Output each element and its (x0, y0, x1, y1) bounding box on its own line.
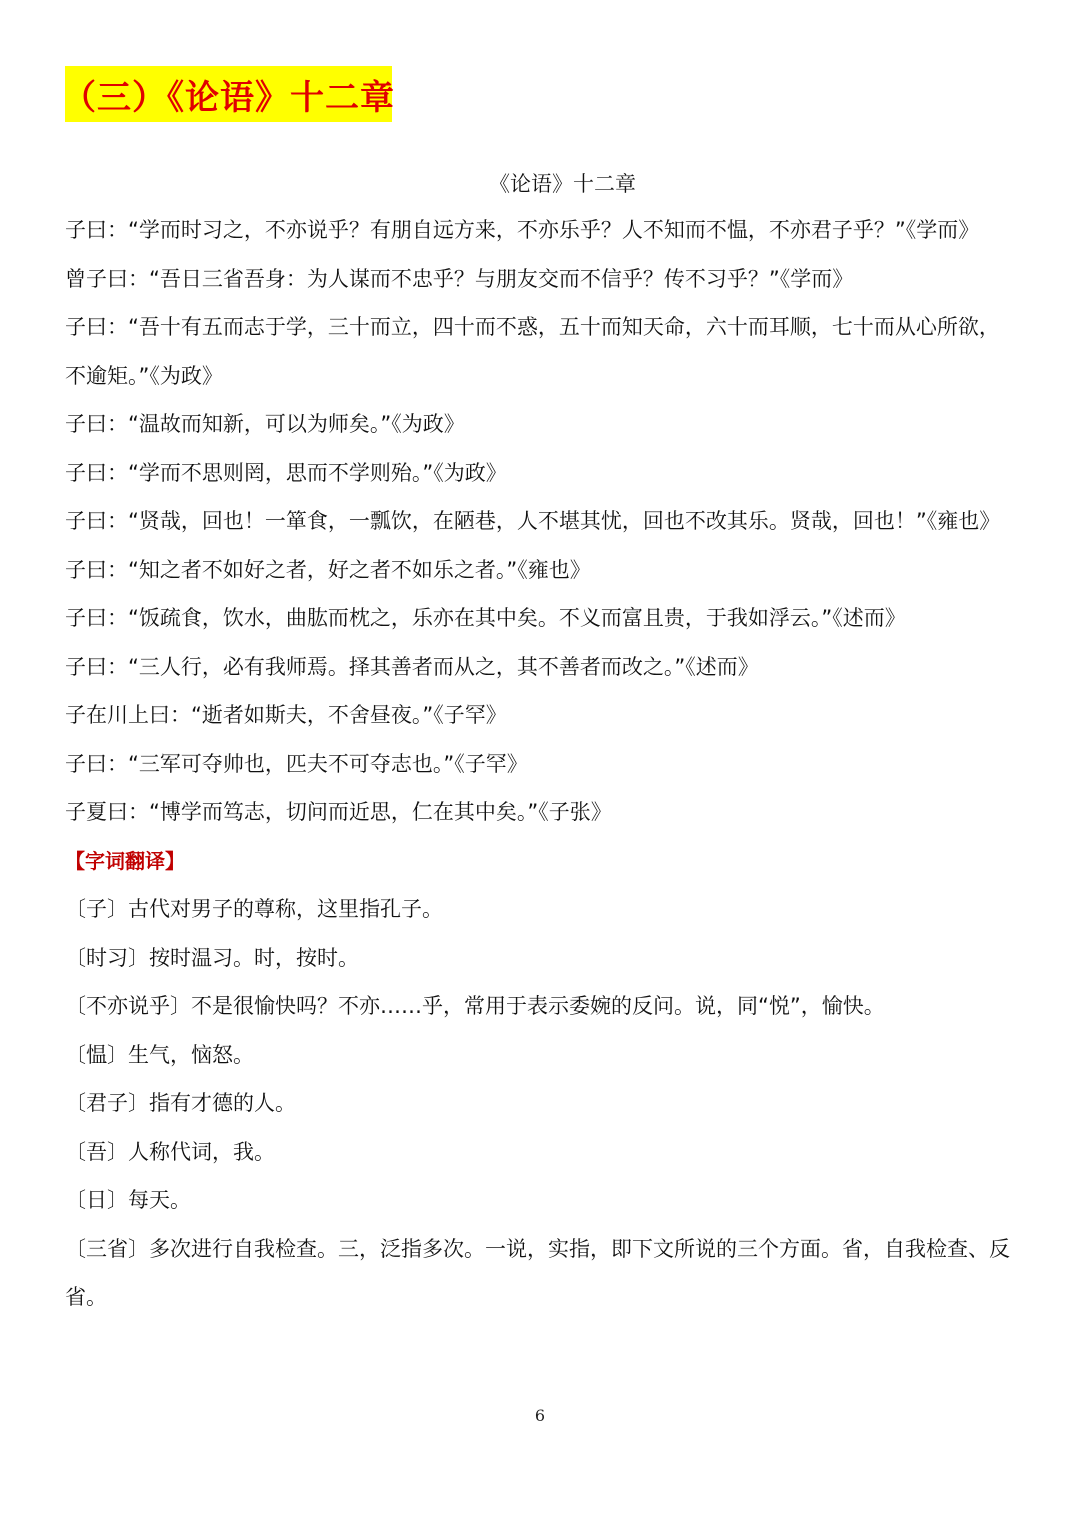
passage: 子曰：“贤哉，回也！一箪食，一瓢饮，在陋巷，人不堪其忧，回也不改其乐。贤哉，回也！”《雍也》 (65, 509, 1001, 533)
page-number: 6 (534, 1406, 546, 1425)
passage: 子夏曰：“博学而笃志，切问而近思，仁在其中矣。”《子张》 (65, 800, 612, 824)
passage: 子在川上曰：“逝者如斯夫，不舍昼夜。”《子罕》 (65, 703, 507, 727)
section-label-vocabulary: 【字词翻译】 (65, 848, 185, 873)
passage: 子曰：“三军可夺帅也，匹夫不可夺志也。”《子罕》 (65, 751, 528, 776)
vocab-note: 〔愠〕生气，恼怒。 (65, 1042, 254, 1067)
vocab-note: 〔三省〕多次进行自我检查。三，泛指多次。一说，实指，即下文所说的三个方面。省，自我检查、反省。 (65, 1236, 1010, 1309)
vocab-note: 〔时习〕按时温习。时，按时。 (65, 945, 359, 970)
chapter-heading: （三）《论语》十二章 (62, 77, 395, 118)
vocab-note: 〔子〕古代对男子的尊称，这里指孔子。 (65, 897, 443, 921)
passage: 子曰：“学而不思则罔，思而不学则殆。”《为政》 (65, 460, 507, 485)
passage: 子曰：“温故而知新，可以为师矣。”《为政》 (65, 412, 465, 436)
vocab-note: 〔吾〕人称代词，我。 (65, 1139, 275, 1164)
vocab-note: 〔日〕每天。 (65, 1188, 191, 1212)
chapter-heading-banner (62, 66, 395, 122)
vocab-note: 〔君子〕指有才德的人。 (65, 1091, 296, 1115)
document-body (65, 162, 1020, 1322)
document-title: 《论语》十二章 (489, 172, 636, 196)
passage: 子曰：“学而时习之，不亦说乎？有朋自远方来，不亦乐乎？人不知而不愠，不亦君子乎？”《学而》 (65, 218, 980, 242)
passage: 曾子曰：“吾日三省吾身：为人谋而不忠乎？与朋友交而不信乎？传不习乎？”《学而》 (65, 266, 854, 291)
passage: 子曰：“饭疏食，饮水，曲肱而枕之，乐亦在其中矣。不义而富且贵，于我如浮云。”《述而》 (65, 606, 906, 630)
passage: 子曰：“三人行，必有我师焉。择其善者而从之，其不善者而改之。”《述而》 (65, 654, 759, 679)
passage: 子曰：“知之者不如好之者，好之者不如乐之者。”《雍也》 (65, 557, 591, 582)
vocab-note: 〔不亦说乎〕不是很愉快吗？不亦……乎，常用于表示委婉的反问。说，同“悦”，愉快。 (65, 994, 885, 1018)
passage: 子曰：“吾十有五而志于学，三十而立，四十而不惑，五十而知天命，六十而耳顺，七十而从心所欲，不逾矩。”《为政》 (65, 315, 1000, 388)
